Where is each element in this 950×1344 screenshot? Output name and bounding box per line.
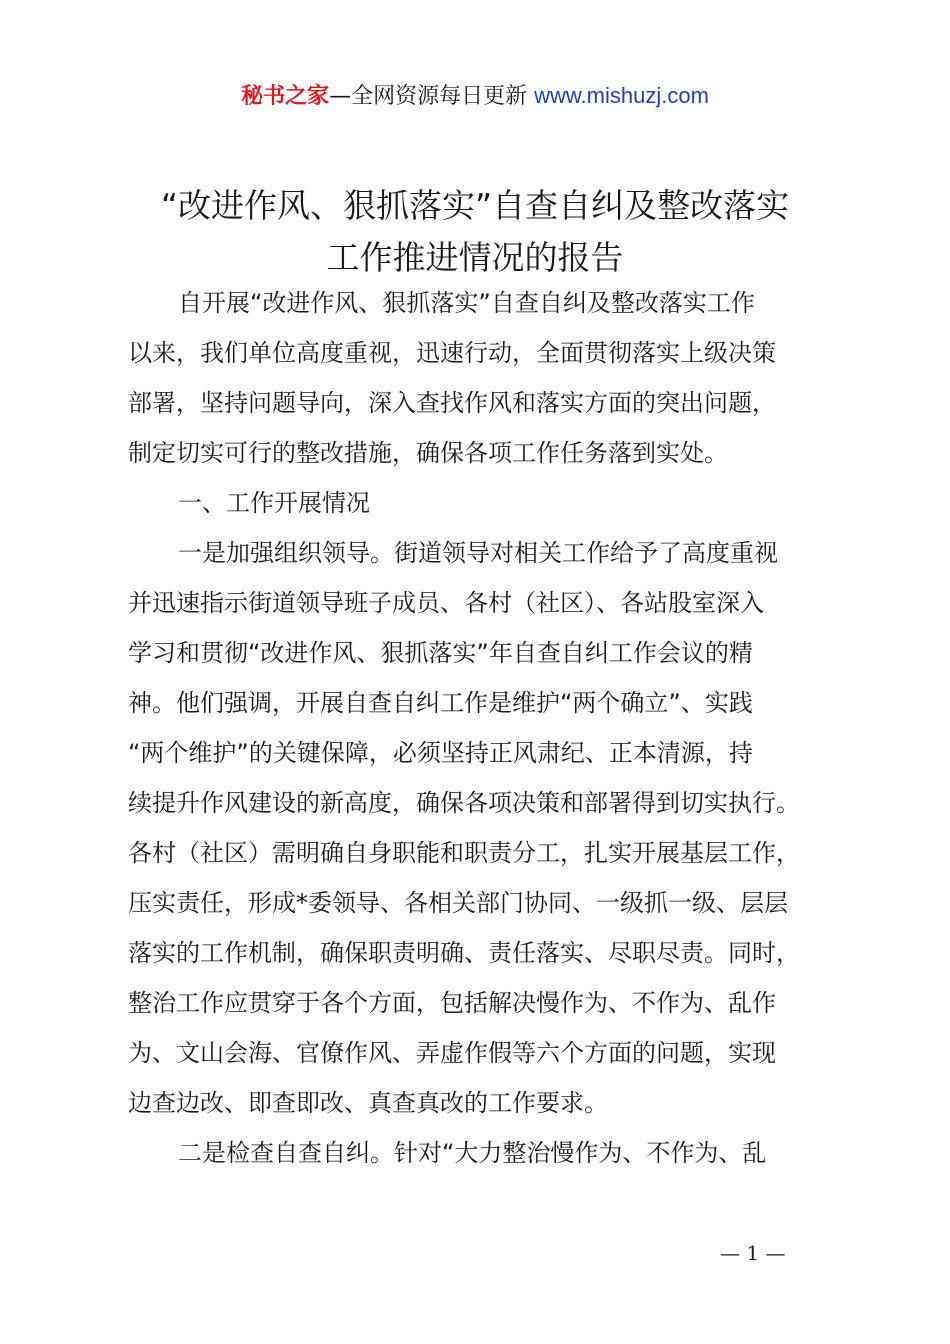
intro-paragraph — [128, 278, 828, 478]
text-line: 学习和贯彻“改进作风、狠抓落实”年自查自纠工作会议的精 — [128, 639, 753, 667]
text-line: 各村（社区）需明确自身职能和职责分工，扎实开展基层工作， — [128, 839, 800, 867]
section-heading: 一、工作开展情况 — [178, 489, 370, 517]
title-line-1: “改进作风、狠抓落实”自查自纠及整改落实 — [160, 186, 790, 225]
text-line: 一是加强组织领导。街道领导对相关工作给予了高度重视 — [178, 539, 778, 567]
title-line-2: 工作推进情况的报告 — [326, 238, 624, 277]
site-url-link[interactable]: www.mishuzj.com — [534, 83, 709, 108]
text-line: 制定切实可行的整改措施，确保各项工作任务落到实处。 — [128, 439, 728, 467]
text-line: 整治工作应贯穿于各个方面，包括解决慢作为、不作为、乱作 — [128, 989, 776, 1017]
site-tagline: —全网资源每日更新 — [329, 84, 528, 109]
document-body — [128, 278, 828, 1178]
site-brand: 秘书之家 — [241, 84, 330, 109]
page-number: — 1 — — [720, 1241, 786, 1265]
text-line: 为、文山会海、官僚作风、弄虚作假等六个方面的问题，实现 — [128, 1039, 776, 1067]
text-line: 部署，坚持问题导向，深入查找作风和落实方面的突出问题， — [128, 389, 776, 417]
text-line: “两个维护”的关键保障，必须坚持正风肃纪、正本清源，持 — [128, 739, 753, 767]
text-line: 自开展“改进作风、狠抓落实”自查自纠及整改落实工作 — [178, 289, 755, 317]
text-line: 边查边改、即查即改、真查真改的工作要求。 — [128, 1089, 608, 1117]
site-header — [0, 80, 950, 113]
text-line: 二是检查自查自纠。针对“大力整治慢作为、不作为、乱 — [178, 1139, 767, 1167]
text-line: 落实的工作机制，确保职责明确、责任落实、尽职尽责。同时， — [128, 939, 800, 967]
paragraph-organization — [128, 528, 828, 1128]
text-line: 续提升作风建设的新高度，确保各项决策和部署得到切实执行。 — [128, 789, 800, 817]
paragraph-self-inspection — [128, 1128, 828, 1178]
text-line: 神。他们强调，开展自查自纠工作是维护“两个确立”、实践 — [128, 689, 753, 717]
document-title — [0, 180, 950, 284]
text-line: 并迅速指示街道领导班子成员、各村（社区）、各站股室深入 — [128, 589, 764, 617]
text-line: 压实责任，形成*委领导、各相关部门协同、一级抓一级、层层 — [128, 889, 788, 917]
text-line: 以来，我们单位高度重视，迅速行动，全面贯彻落实上级决策 — [128, 339, 776, 367]
